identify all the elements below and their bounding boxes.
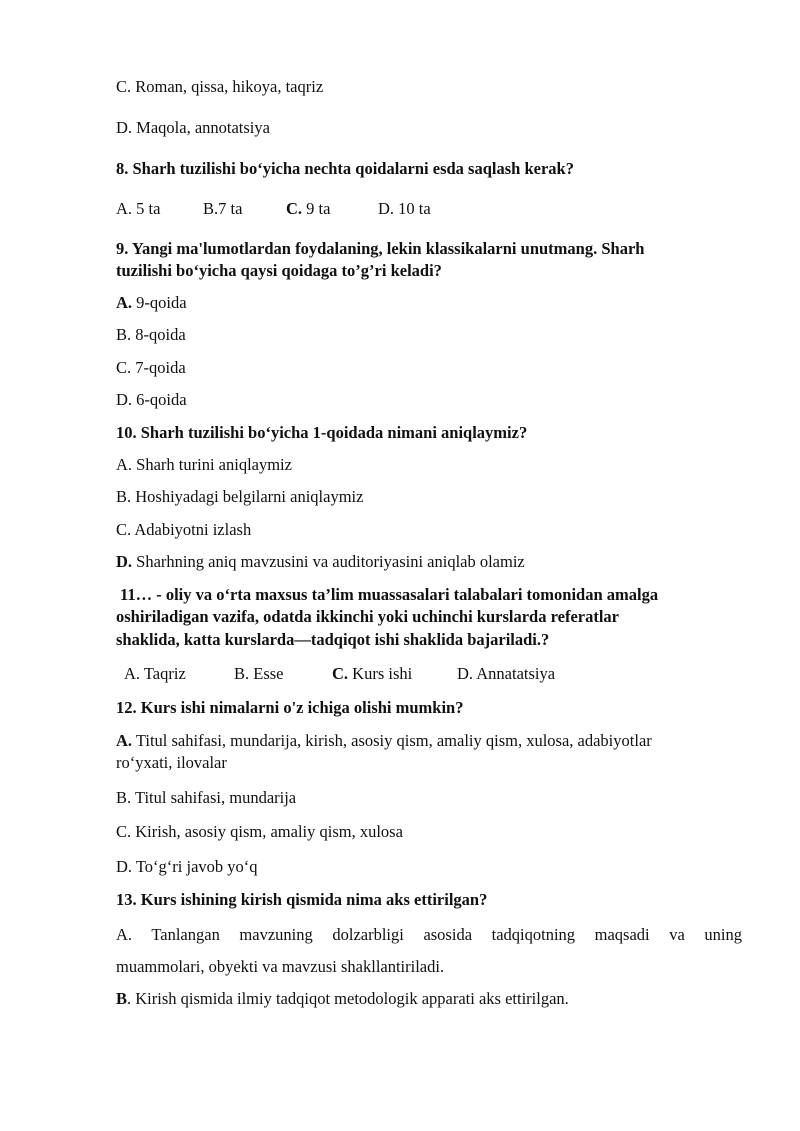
q8-option-b: B.7 ta [203,199,243,218]
q9-option-a [116,292,187,314]
q11-option-d: D. Annatatsiya [457,664,556,683]
q11-option-b: B. Esse [234,664,284,683]
question-11-line2: oshiriladigan vazifa, odatda ikkinchi yoki uchinchi kurslarda referatlar [116,607,620,626]
q8-option-a: A. 5 ta [116,199,161,218]
q13-b-letter: B [116,989,128,1008]
q8-c-letter: C. [286,199,303,218]
question-10: 10. Sharh tuzilishi bo‘yicha 1-qoidada nimani aniqlaymiz? [116,423,528,442]
q12-a-text1: Titul sahifasi, mundarija, kirish, asosiy qism, amaliy qism, xulosa, adabiyotlar [132,731,652,750]
q12-option-d: D. To‘g‘ri javob yo‘q [116,857,258,876]
q12-option-c: C. Kirish, asosiy qism, amaliy qism, xulosa [116,822,403,841]
q12-a-letter: A. [116,731,133,750]
q8-option-c [286,198,330,220]
q11-c-letter: C. [332,664,349,683]
q9-option-b: B. 8-qoida [116,325,186,344]
q13-option-a-line1: A. Tanlangan mavzuning dolzarbligi asosida tadqiqotning maqsadi va uning [116,925,742,944]
q10-option-d [116,551,525,573]
q13-b-text: . Kirish qismida ilmiy tadqiqot metodologik apparati aks ettirilgan. [127,989,569,1008]
question-13: 13. Kurs ishining kirish qismida nima aks ettirilgan? [116,890,488,909]
q8-option-d: D. 10 ta [378,199,431,218]
question-11-line3: shaklida, katta kurslarda—tadqiqot ishi shaklida bajariladi.? [116,630,550,649]
q10-option-b: B. Hoshiyadagi belgilarni aniqlaymiz [116,487,364,506]
q12-option-a-line2: ro‘yxati, ilovalar [116,753,227,772]
q8-c-text: 9 ta [302,199,331,218]
q10-d-text: Sharhning aniq mavzusini va auditoriyasini aniqlab olamiz [132,552,525,571]
q10-d-letter: D. [116,552,133,571]
q10-option-a: A. Sharh turini aniqlaymiz [116,455,292,474]
option-d-maqola: D. Maqola, annotatsiya [116,118,270,137]
q9-a-text: 9-qoida [132,293,187,312]
question-11-line1: 11… - oliy va o‘rta maxsus ta’lim muassasalari talabalari tomonidan amalga [120,585,659,604]
q11-option-a: A. Taqriz [124,664,186,683]
q12-option-a-line1 [116,730,652,752]
question-9-line1: 9. Yangi ma'lumotlardan foydalaning, lekin klassikalarni unutmang. Sharh [116,239,645,258]
q9-option-c: C. 7-qoida [116,358,186,377]
q12-option-b: B. Titul sahifasi, mundarija [116,788,297,807]
question-12: 12. Kurs ishi nimalarni o'z ichiga olishi mumkin? [116,698,464,717]
q13-option-b [116,988,569,1010]
q11-c-text: Kurs ishi [348,664,413,683]
q10-option-c: C. Adabiyotni izlash [116,520,252,539]
question-9-line2: tuzilishi bo‘yicha qaysi qoidaga to’g’ri keladi? [116,261,442,280]
q9-option-d: D. 6-qoida [116,390,187,409]
question-8: 8. Sharh tuzilishi bo‘yicha nechta qoidalarni esda saqlash kerak? [116,159,574,178]
q11-option-c [332,663,412,685]
option-c-roman: C. Roman, qissa, hikoya, taqriz [116,77,324,96]
q9-a-letter: A. [116,293,133,312]
q13-option-a-line2: muammolari, obyekti va mavzusi shakllantiriladi. [116,957,445,976]
